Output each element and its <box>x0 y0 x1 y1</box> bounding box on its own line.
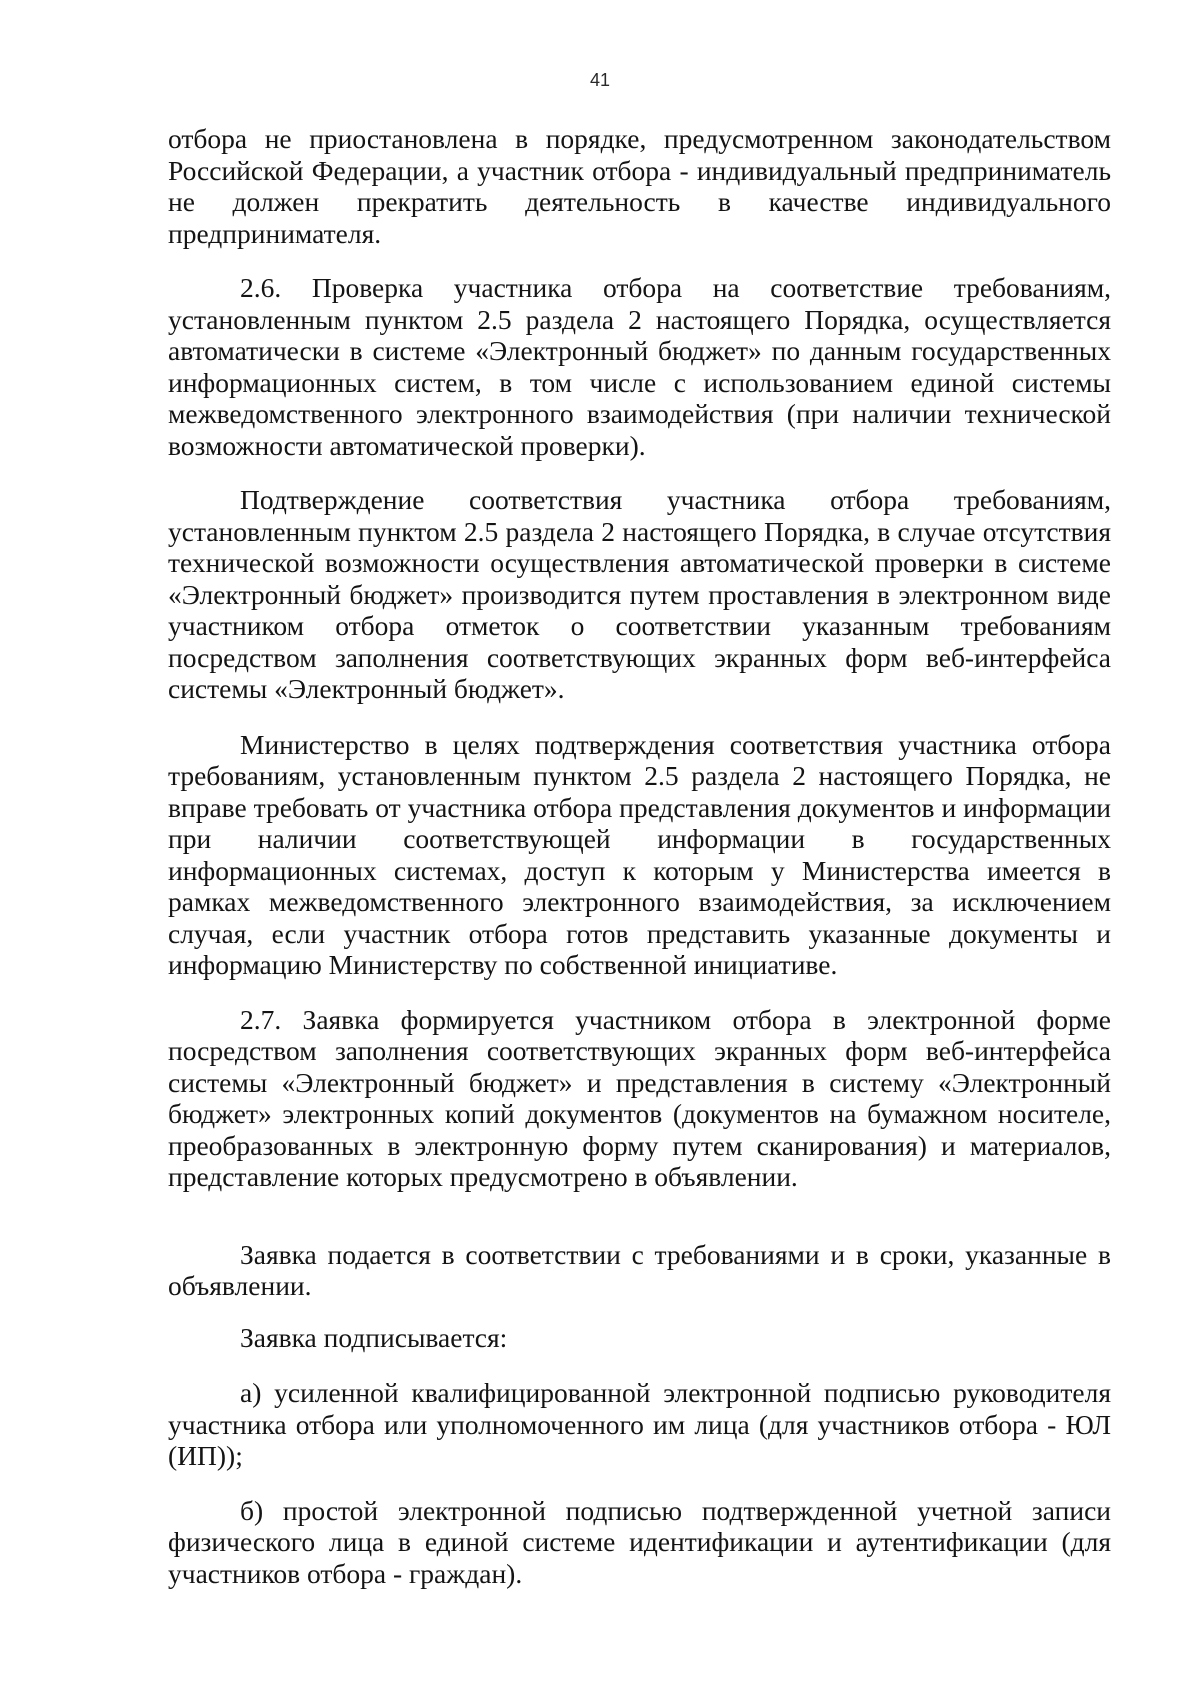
paragraph-ministry: Министерство в целях подтверждения соответствия участника отбора требованиям, установленным пунктом 2.5 раздела 2 настоящего Порядка, не вправе требовать от участника отбора представления документов и информации при наличии соответствующей информации в государственных информационных системах, доступ к которым у Министерства имеется в рамках межведомственного электронного взаимодействия, за исключением случая, если участник отбора готов представить указанные документы и информацию Министерству по собственной инициативе. <box>168 728 1111 980</box>
list-item-b: б) простой электронной подписью подтвержденной учетной записи физического лица в единой системе идентификации и аутентификации (для участников отбора - граждан). <box>168 1494 1111 1589</box>
paragraph-application-submission: Заявка подается в соответствии с требованиями и в сроки, указанные в объявлении. <box>168 1238 1111 1301</box>
paragraph-application-signing: Заявка подписывается: <box>240 1321 508 1353</box>
paragraph-2-6: 2.6. Проверка участника отбора на соответствие требованиям, установленным пунктом 2.5 раздела 2 настоящего Порядка, осуществляется автоматически в системе «Электронный бюджет» по данным государственных информационных систем, в том числе с использованием единой системы межведомственного электронного взаимодействия (при наличии технической возможности автоматической проверки). <box>168 272 1111 461</box>
page-number: 41 <box>589 70 611 90</box>
paragraph-2-7: 2.7. Заявка формируется участником отбора в электронной форме посредством заполнения соответствующих экранных форм веб-интерфейса системы «Электронный бюджет» и представления в систему «Электронный бюджет» электронных копий документов (документов на бумажном носителе, преобразованных в электронную форму путем сканирования) и материалов, представление которых предусмотрено в объявлении. <box>168 1003 1111 1192</box>
paragraph-confirmation: Подтверждение соответствия участника отбора требованиям, установленным пунктом 2.5 раздела 2 настоящего Порядка, в случае отсутствия технической возможности осуществления автоматической проверки в системе «Электронный бюджет» производится путем проставления в электронном виде участником отбора отметок о соответствии указанным требованиям посредством заполнения соответствующих экранных форм веб-интерфейса системы «Электронный бюджет». <box>168 484 1111 704</box>
document-body <box>168 123 1111 1589</box>
list-item-a: а) усиленной квалифицированной электронной подписью руководителя участника отбора или уполномоченного им лица (для участников отбора - ЮЛ (ИП)); <box>168 1377 1111 1471</box>
paragraph-continuation: отбора не приостановлена в порядке, предусмотренном законодательством Российской Федерации, а участник отбора - индивидуальный предприниматель не должен прекратить деятельность в качестве индивидуального предпринимателя. <box>168 123 1111 249</box>
